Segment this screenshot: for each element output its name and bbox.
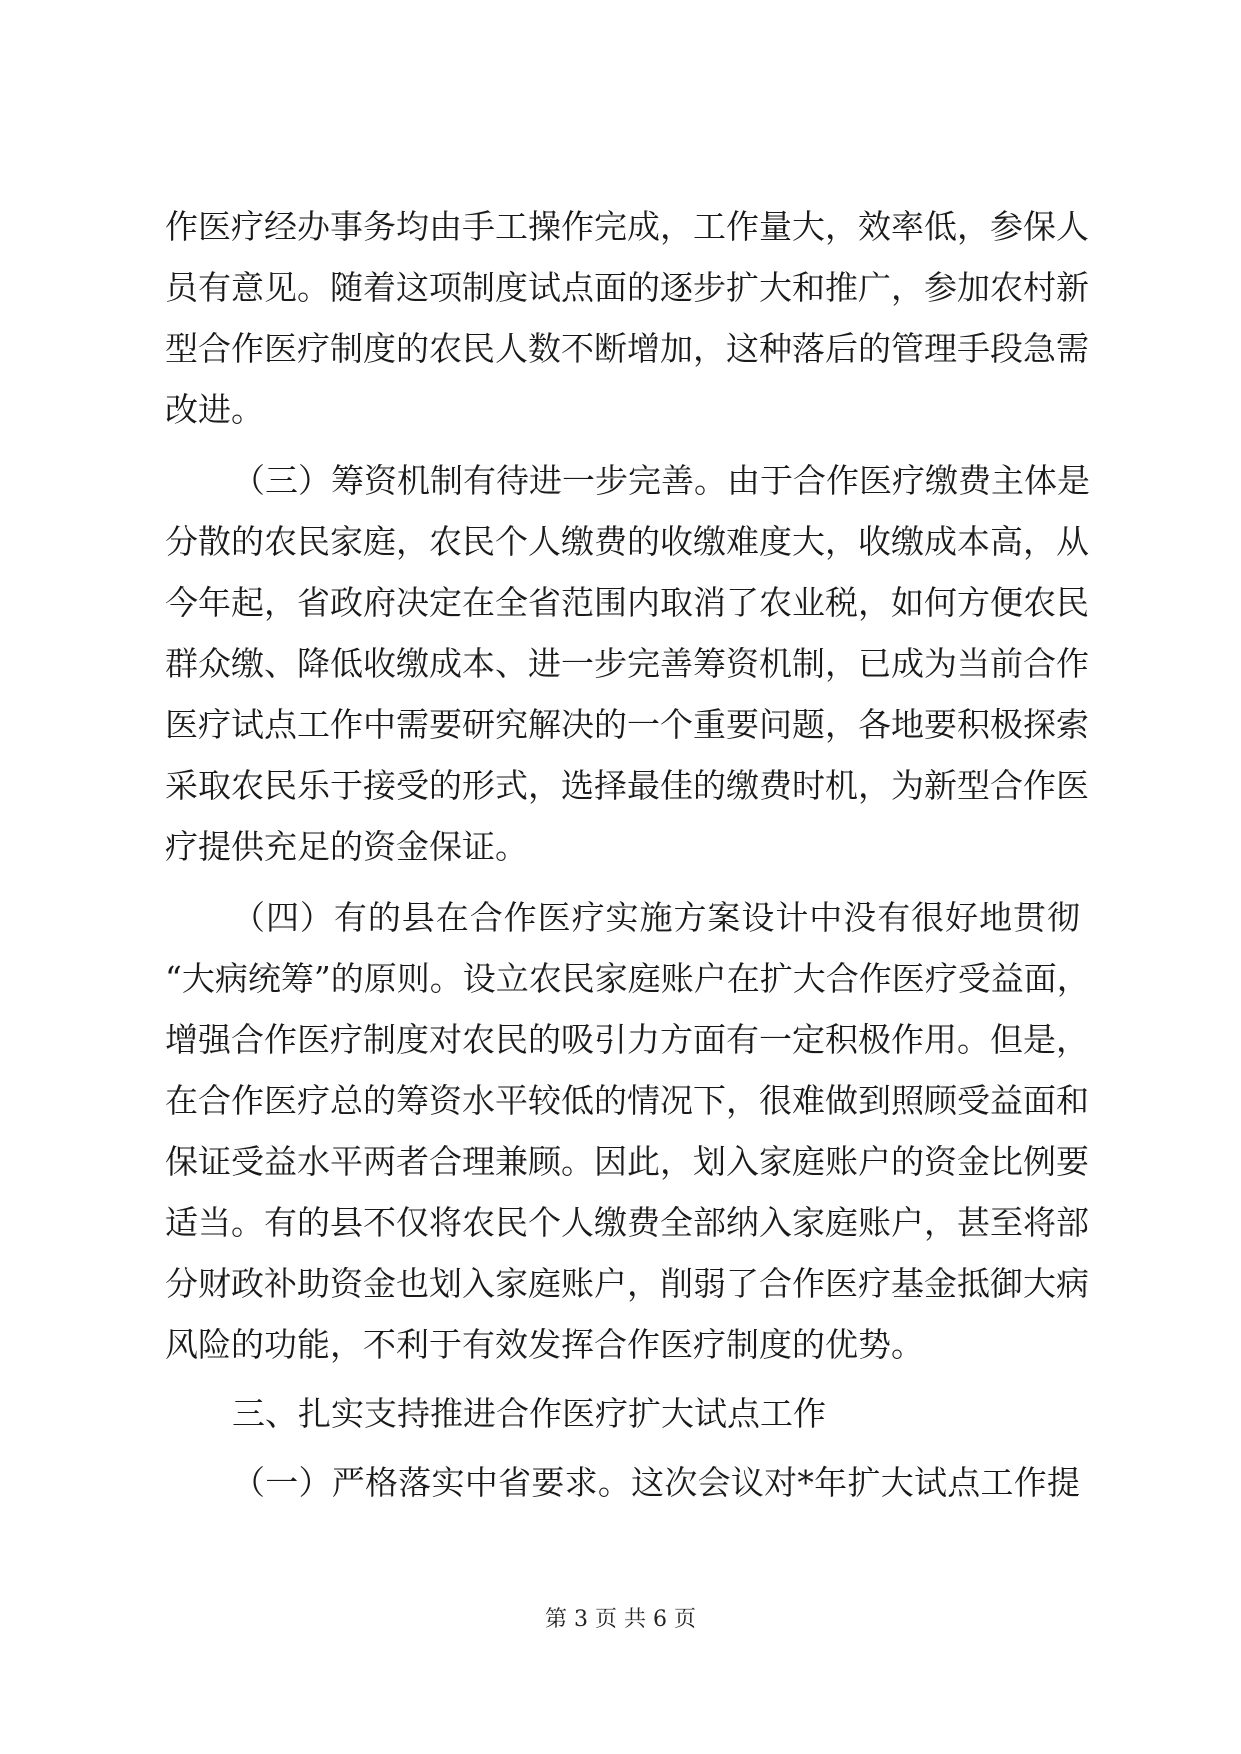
- paragraph-heading-line: （三）筹资机制有待进一步完善。由于合作医疗缴费主体是: [232, 461, 1090, 500]
- body-line: 改进。: [165, 390, 264, 429]
- body-line: 医疗试点工作中需要研究解决的一个重要问题，各地要积极探索: [165, 705, 1089, 744]
- body-line: 风险的功能，不利于有效发挥合作医疗制度的优势。: [165, 1325, 924, 1364]
- section-heading: 三、扎实支持推进合作医疗扩大试点工作: [232, 1394, 826, 1433]
- body-line: 采取农民乐于接受的形式，选择最佳的缴费时机，为新型合作医: [165, 766, 1089, 805]
- body-line: 员有意见。随着这项制度试点面的逐步扩大和推广，参加农村新: [165, 268, 1089, 307]
- body-line: 疗提供充足的资金保证。: [165, 827, 528, 866]
- body-line: “大病统筹”的原则。设立农民家庭账户在扩大合作医疗受益面，: [165, 959, 1090, 998]
- body-line: 分散的农民家庭，农民个人缴费的收缴难度大，收缴成本高，从: [165, 522, 1089, 561]
- body-line: 作医疗经办事务均由手工操作完成，工作量大，效率低，参保人: [165, 207, 1089, 246]
- body-line: 分财政补助资金也划入家庭账户，削弱了合作医疗基金抵御大病: [165, 1264, 1089, 1303]
- body-line: 在合作医疗总的筹资水平较低的情况下，很难做到照顾受益面和: [165, 1081, 1089, 1120]
- body-line: 适当。有的县不仅将农民个人缴费全部纳入家庭账户，甚至将部: [165, 1203, 1089, 1242]
- paragraph-heading-line: （一）严格落实中省要求。这次会议对*年扩大试点工作提: [232, 1463, 1080, 1502]
- paragraph-heading-line: （四）有的县在合作医疗实施方案设计中没有很好地贯彻: [232, 898, 1080, 937]
- body-line: 增强合作医疗制度对农民的吸引力方面有一定积极作用。但是，: [165, 1020, 1089, 1059]
- body-line: 群众缴、降低收缴成本、进一步完善筹资机制，已成为当前合作: [165, 644, 1089, 683]
- body-line: 今年起，省政府决定在全省范围内取消了农业税，如何方便农民: [165, 583, 1089, 622]
- body-line: 保证受益水平两者合理兼顾。因此，划入家庭账户的资金比例要: [165, 1142, 1089, 1181]
- page-number-footer: 第 3 页 共 6 页: [545, 1607, 696, 1632]
- body-line: 型合作医疗制度的农民人数不断增加，这种落后的管理手段急需: [165, 329, 1089, 368]
